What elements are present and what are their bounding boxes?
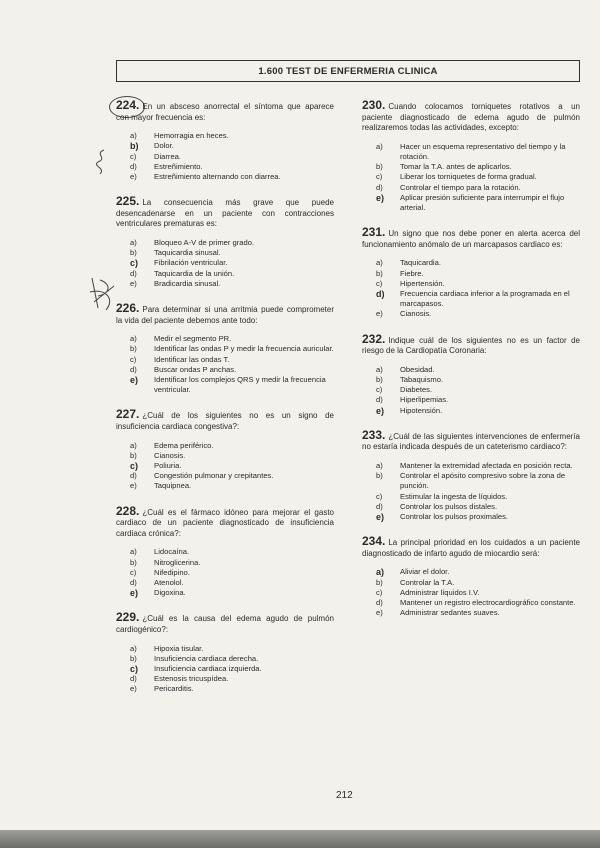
option bbox=[376, 183, 580, 193]
option-letter: c) bbox=[376, 587, 383, 597]
option bbox=[130, 279, 334, 289]
option-text: Edema periférico. bbox=[154, 440, 214, 450]
option-text: Taquipnea. bbox=[154, 481, 192, 491]
option-letter: d) bbox=[130, 364, 137, 374]
option bbox=[376, 365, 580, 375]
option-text: Identificar los complejos QRS y medir la frecuencia ventricular. bbox=[154, 375, 326, 395]
option-text: Atenolol. bbox=[154, 578, 184, 587]
header-title: 1.600 TEST DE ENFERMERIA CLINICA bbox=[258, 65, 438, 77]
question-225 bbox=[116, 196, 334, 289]
option-text: Pericarditis. bbox=[154, 684, 194, 694]
option-letter: a) bbox=[376, 567, 385, 578]
option-letter: a) bbox=[376, 364, 383, 374]
option-text: Estreñimiento alternando con diarrea. bbox=[154, 172, 281, 181]
question-231 bbox=[362, 227, 580, 319]
handwritten-squiggle-mark bbox=[92, 148, 112, 176]
option-letter: e) bbox=[376, 608, 383, 618]
question-text: Cuando colocamos torniquetes rotativos a un paciente diagnosticado de edema agudo de pulmón realizaremos todas las actividades, excepto: bbox=[362, 102, 580, 133]
option-marked bbox=[130, 461, 334, 471]
option bbox=[130, 162, 334, 172]
option bbox=[130, 644, 334, 654]
question-text: En un absceso anorrectal el síntoma que aparece con mayor frecuencia es: bbox=[116, 102, 334, 122]
question-number: 228. bbox=[116, 503, 140, 518]
option-letter: e) bbox=[376, 309, 383, 319]
option-letter: e) bbox=[130, 172, 137, 181]
option-text: Bradicardia sinusal. bbox=[154, 278, 221, 288]
option-text: Hemorragia en heces. bbox=[154, 131, 229, 141]
option bbox=[376, 471, 580, 491]
option-letter: c) bbox=[130, 567, 137, 577]
option-marked bbox=[376, 567, 580, 577]
option bbox=[130, 547, 334, 557]
option bbox=[130, 684, 334, 694]
question-number: 234. bbox=[362, 534, 386, 549]
option-letter: c) bbox=[130, 354, 137, 364]
option-letter: c) bbox=[376, 491, 383, 501]
option-letter: a) bbox=[130, 131, 137, 141]
option-text: Administrar sedantes suaves. bbox=[400, 608, 500, 618]
option-marked bbox=[376, 193, 580, 213]
option bbox=[376, 385, 580, 395]
option-letter: d) bbox=[376, 395, 383, 405]
option-letter: d) bbox=[376, 289, 385, 299]
question-number: 231. bbox=[362, 225, 386, 240]
option-letter: e) bbox=[130, 278, 137, 288]
option bbox=[376, 461, 580, 471]
question-text: Indique cuál de los siguientes no es un factor de riesgo de la Cardiopatía Coronaria: bbox=[362, 335, 580, 356]
option-text: Congestión pulmonar y crepitantes. bbox=[154, 471, 274, 481]
option-letter: e) bbox=[130, 588, 139, 599]
option-text: Estreñimiento. bbox=[154, 161, 203, 171]
option-text: Estenosis tricuspídea. bbox=[154, 674, 229, 684]
option-text: Aplicar presión suficiente para interrumpir el flujo arterial. bbox=[400, 192, 565, 212]
option-letter: d) bbox=[376, 501, 383, 511]
question-text: Un signo que nos debe poner en alerta acerca del funcionamiento anómalo de un marcapasos cardiaco es: bbox=[362, 229, 580, 249]
option-text: Dolor. bbox=[154, 141, 174, 151]
option-text: Insuficiencia cardiaca izquierda. bbox=[154, 664, 262, 673]
option bbox=[130, 238, 334, 248]
option-letter: d) bbox=[130, 161, 137, 171]
option-text: Diabetes. bbox=[400, 385, 433, 395]
option-letter: d) bbox=[130, 578, 137, 587]
option-text: Controlar el apósito compresivo sobre la zona de punción. bbox=[400, 471, 566, 491]
option-text: Aliviar el dolor. bbox=[400, 567, 450, 577]
option bbox=[130, 152, 334, 162]
option-letter: e) bbox=[376, 512, 385, 523]
option-letter: b) bbox=[376, 471, 383, 481]
option bbox=[130, 471, 334, 481]
option-text: Hiperlipemias. bbox=[400, 395, 449, 405]
option-marked bbox=[376, 289, 580, 309]
question-text: La principal prioridad en los cuidados a un paciente diagnosticado de infarto agudo de miocardio será: bbox=[362, 538, 580, 558]
option-letter: d) bbox=[130, 268, 137, 278]
question-text: Para determinar si una arritmia puede comprometer la vida del paciente debemos ante todo: bbox=[116, 305, 334, 325]
page-header bbox=[116, 60, 580, 82]
option bbox=[130, 355, 334, 365]
option-text: Hipoxia tisular. bbox=[154, 643, 204, 653]
option-text: Frecuencia cardiaca inferior a la programada en el marcapasos. bbox=[400, 289, 570, 309]
question-text: La consecuencia más grave que puede desencadenarse en un paciente con contracciones ventriculares prematuras es: bbox=[116, 198, 334, 229]
option bbox=[130, 568, 334, 578]
option-text: Poliuria. bbox=[154, 461, 182, 470]
option bbox=[376, 269, 580, 279]
question-229 bbox=[116, 612, 334, 694]
option bbox=[376, 578, 580, 588]
option-marked bbox=[376, 406, 580, 416]
question-text: ¿Cuál de los siguientes no es un signo de insuficiencia cardiaca congestiva?: bbox=[116, 411, 334, 431]
handwritten-scribble-mark bbox=[86, 274, 120, 314]
scan-bottom-edge bbox=[0, 830, 600, 848]
option-letter: d) bbox=[376, 182, 383, 192]
question-number: 233. bbox=[362, 427, 386, 442]
option-text: Bloqueo A-V de primer grado. bbox=[154, 237, 255, 247]
option bbox=[376, 309, 580, 319]
option bbox=[130, 131, 334, 141]
option-text: Estimular la ingesta de líquidos. bbox=[400, 491, 508, 501]
option bbox=[376, 588, 580, 598]
option-marked bbox=[130, 141, 334, 151]
option-marked bbox=[130, 588, 334, 598]
question-234 bbox=[362, 536, 580, 618]
option bbox=[130, 365, 334, 375]
option-letter: a) bbox=[130, 440, 137, 450]
option-letter: e) bbox=[130, 481, 137, 491]
option bbox=[130, 269, 334, 279]
option-text: Insuficiencia cardiaca derecha. bbox=[154, 653, 259, 663]
question-number: 229. bbox=[116, 610, 140, 625]
option-text: Cianosis. bbox=[400, 309, 432, 319]
option-letter: b) bbox=[376, 375, 383, 384]
option-text: Tabaquismo. bbox=[400, 375, 444, 384]
option-letter: c) bbox=[130, 664, 139, 674]
option-marked bbox=[130, 258, 334, 268]
option-text: Controlar los pulsos proximales. bbox=[400, 512, 509, 522]
option-letter: a) bbox=[376, 461, 383, 470]
option-text: Nifedipino. bbox=[154, 567, 190, 577]
option bbox=[376, 172, 580, 182]
option-letter: a) bbox=[376, 141, 383, 151]
option bbox=[376, 608, 580, 618]
option-text: Nitroglicerina. bbox=[154, 557, 201, 567]
question-number: 224. bbox=[116, 98, 140, 112]
page-number: 212 bbox=[336, 790, 353, 801]
option-letter: b) bbox=[376, 268, 383, 278]
option-text: Administrar líquidos I.V. bbox=[400, 587, 480, 597]
option-letter: b) bbox=[130, 141, 139, 152]
option-letter: d) bbox=[376, 598, 383, 608]
question-number: 227. bbox=[116, 407, 140, 422]
question-233 bbox=[362, 427, 580, 523]
option-text: Identificar las ondas P y medir la frecuencia auricular. bbox=[154, 344, 334, 354]
option bbox=[130, 451, 334, 461]
option-text: Identificar las ondas T. bbox=[154, 354, 230, 364]
option-letter: e) bbox=[376, 192, 385, 203]
option-letter: c) bbox=[130, 151, 137, 161]
option bbox=[130, 674, 334, 684]
option-letter: b) bbox=[376, 162, 383, 172]
option-letter: b) bbox=[130, 344, 137, 354]
option bbox=[130, 248, 334, 258]
option-text: Cianosis. bbox=[154, 450, 186, 460]
option bbox=[376, 492, 580, 502]
option bbox=[376, 279, 580, 289]
question-224 bbox=[116, 100, 334, 182]
option-text: Buscar ondas P anchas. bbox=[154, 364, 237, 374]
option-text: Taquicardia. bbox=[400, 258, 441, 268]
option-text: Lidocaína. bbox=[154, 547, 190, 557]
option-text: Hacer un esquema representativo del tiempo y la rotación. bbox=[400, 141, 566, 161]
option bbox=[376, 598, 580, 608]
option-letter: b) bbox=[130, 248, 137, 258]
option-letter: c) bbox=[130, 461, 139, 471]
option-letter: b) bbox=[376, 577, 383, 587]
right-column bbox=[362, 100, 580, 632]
option-text: Controlar la T.A. bbox=[400, 577, 455, 587]
option bbox=[130, 172, 334, 182]
question-232 bbox=[362, 331, 580, 416]
option bbox=[130, 334, 334, 344]
option-text: Fibrilación ventricular. bbox=[154, 258, 228, 268]
question-number: 232. bbox=[362, 331, 386, 346]
option-text: Taquicardia sinusal. bbox=[154, 248, 221, 258]
option-text: Controlar el tiempo para la rotación. bbox=[400, 182, 521, 192]
option-letter: a) bbox=[130, 237, 137, 247]
option-text: Obesidad. bbox=[400, 364, 435, 374]
question-text: ¿Cuál es la causa del edema agudo de pulmón cardiogénico?: bbox=[116, 614, 334, 634]
option-text: Medir el segmento PR. bbox=[154, 334, 232, 344]
option-letter: e) bbox=[376, 405, 385, 416]
option-marked bbox=[130, 664, 334, 674]
option bbox=[130, 558, 334, 568]
option-letter: e) bbox=[130, 375, 139, 385]
option bbox=[376, 375, 580, 385]
option bbox=[130, 344, 334, 354]
option-letter: a) bbox=[130, 547, 137, 557]
question-number: 226. bbox=[116, 301, 140, 315]
option-letter: a) bbox=[130, 334, 137, 344]
option-letter: e) bbox=[130, 684, 137, 694]
option-text: Diarrea. bbox=[154, 151, 182, 161]
question-number: 230. bbox=[362, 98, 386, 112]
option-letter: b) bbox=[130, 653, 137, 663]
option-letter: b) bbox=[130, 557, 137, 567]
question-text: ¿Cuál es el fármaco idóneo para mejorar el gasto cardiaco de un paciente diagnosticado de insuficiencia cardiaca crónica?: bbox=[116, 507, 334, 538]
option-marked bbox=[376, 512, 580, 522]
option-text: Mantener un registro electrocardiográfico constante. bbox=[400, 598, 576, 608]
question-230 bbox=[362, 100, 580, 213]
option bbox=[130, 578, 334, 588]
option-letter: d) bbox=[130, 471, 137, 481]
option-letter: d) bbox=[130, 674, 137, 684]
option bbox=[376, 258, 580, 268]
option-text: Hipotensión. bbox=[400, 405, 443, 415]
option-letter: b) bbox=[130, 450, 137, 460]
question-226 bbox=[116, 303, 334, 395]
option bbox=[376, 142, 580, 162]
option bbox=[130, 441, 334, 451]
option bbox=[130, 654, 334, 664]
option bbox=[130, 481, 334, 491]
option-text: Taquicardia de la unión. bbox=[154, 268, 235, 278]
option-letter: c) bbox=[130, 258, 139, 269]
option-text: Mantener la extremidad afectada en posición recta. bbox=[400, 461, 573, 470]
option-text: Fiebre. bbox=[400, 268, 424, 278]
option-letter: c) bbox=[376, 385, 383, 395]
option-text: Tomar la T.A. antes de aplicarlos. bbox=[400, 162, 512, 172]
option bbox=[376, 502, 580, 512]
option bbox=[376, 162, 580, 172]
option-letter: a) bbox=[130, 643, 137, 653]
option-letter: a) bbox=[376, 258, 383, 268]
left-column bbox=[116, 100, 334, 709]
question-text: ¿Cuál de las siguientes intervenciones de enfermería no estaría indicada después de un cateterismo cardiaco?: bbox=[362, 431, 580, 452]
option-text: Liberar los torniquetes de forma gradual. bbox=[400, 172, 537, 182]
option-text: Digoxina. bbox=[154, 588, 186, 598]
question-228 bbox=[116, 503, 334, 599]
option-text: Hipertensión. bbox=[400, 278, 445, 288]
question-227 bbox=[116, 409, 334, 491]
option-letter: c) bbox=[376, 172, 383, 182]
option bbox=[376, 395, 580, 405]
option-text: Controlar los pulsos distales. bbox=[400, 501, 498, 511]
option-letter: c) bbox=[376, 278, 383, 288]
question-number: 225. bbox=[116, 194, 140, 209]
option-marked bbox=[130, 375, 334, 395]
